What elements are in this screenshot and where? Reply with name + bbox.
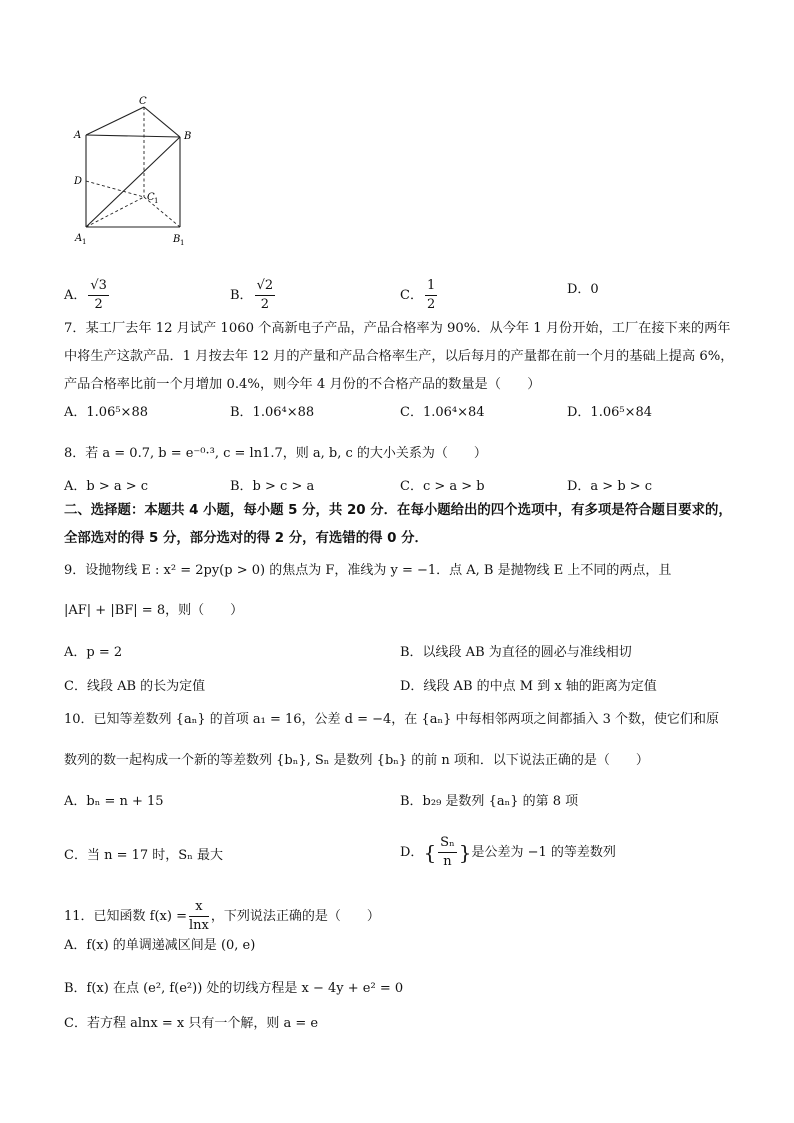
q10-option-c: C．当 n = 17 时，Sₙ 最大 <box>64 848 223 863</box>
q11-option-c: C．若方程 alnx = x 只有一个解，则 a = e <box>64 1016 319 1031</box>
q7-option-d: D．1.06⁵×84 <box>567 405 653 420</box>
q10-option-d: D．{ $\frac{\text{Sₙ}}{n}$ }是公差为 −1 的等差数列 <box>400 835 616 869</box>
q8-stem: 8．若 a = 0.7, b = e⁻⁰·³, c = ln1.7，则 a, b, c 的大小关系为（ ） <box>64 446 487 461</box>
label-b: B <box>184 131 192 142</box>
q11-option-b: B．f(x) 在点 (e², f(e²)) 处的切线方程是 x − 4y + e² = 0 <box>64 981 404 996</box>
q9-option-a: A．p = 2 <box>64 645 123 660</box>
label-a1: A <box>75 233 83 244</box>
q6-a-numerator: √3 <box>88 277 109 296</box>
q9-option-d: D．线段 AB 的中点 M 到 x 轴的距离为定值 <box>400 679 657 694</box>
q11-stem: 11．已知函数 f(x) = $\frac{x}{\ln x}$ ，下列说法正确的是（ ） <box>64 899 380 933</box>
q8-option-b: B．b > c > a <box>230 479 315 494</box>
q6-option-a: A． $\frac{√3}{2}$ <box>64 278 107 312</box>
q10-option-a: A．bₙ = n + 15 <box>64 794 164 809</box>
edge-a1-c1 <box>86 197 144 227</box>
q7-option-c: C．1.06⁴×84 <box>400 405 485 420</box>
q7-option-a: A．1.06⁵×88 <box>64 405 148 420</box>
q11-denominator: lnx <box>189 918 209 933</box>
edge-d-c1 <box>86 181 144 197</box>
q11-numerator: x <box>189 898 209 917</box>
q6-option-c: C． $\frac{1}{2}$ <box>400 278 436 312</box>
q10-stem-line2: 数列的数一起构成一个新的等差数列 {bₙ}, Sₙ 是数列 {bₙ} 的前 n 项和．以下说法正确的是（ ） <box>64 753 649 768</box>
edge-a-c <box>86 107 144 135</box>
edge-c-b <box>144 107 180 137</box>
q9-stem-line1: 9．设抛物线 E : x² = 2py(p > 0) 的焦点为 F，准线为 y = −1．点 A, B 是抛物线 E 上不同的两点，且 <box>64 563 672 578</box>
q10-stem-line1: 10．已知等差数列 {aₙ} 的首项 a₁ = 16，公差 d = −4，在 {aₙ} 中每相邻两项之间都插入 3 个数，使它们和原 <box>64 712 720 727</box>
q6-a-denominator: 2 <box>94 297 103 312</box>
q9-option-c: C．线段 AB 的长为定值 <box>64 679 206 694</box>
q7-option-b: B．1.06⁴×88 <box>230 405 315 420</box>
q6-c-denominator: 2 <box>426 297 436 312</box>
q8-option-a: A．b > a > c <box>64 479 149 494</box>
section-2-heading: 二、选择题：本题共 4 小题，每小题 5 分，共 20 分．在每小题给出的四个选项中，有多项是符合题目要求的，全部选对的得 5 分，部分选对的得 2 分，有选错的得 0 分． <box>64 503 732 546</box>
q10-d-numerator: Sₙ <box>438 834 457 853</box>
label-c1: C <box>147 192 155 203</box>
label-b1-sub: 1 <box>180 239 185 247</box>
q10-d-denominator: n <box>443 854 452 869</box>
label-b1: B <box>173 234 181 245</box>
q6-c-numerator: 1 <box>425 277 437 296</box>
q6-options <box>64 266 744 310</box>
label-c: C <box>139 96 147 107</box>
q7-stem: 7．某工厂去年 12 月试产 1060 个高新电子产品，产品合格率为 90%．从今年 1 月份开始，工厂在接下来的两年中将生产这款产品．1 月按去年 12 月的产量和产品合格率生产，以后每月的产量都在前一个月的基础上提高 6%，产品合格率比前一个月增加 0.4%，则今年 4 月份的不合格产品的数量是（ ） <box>64 321 734 392</box>
q8-option-d: D．a > b > c <box>567 479 653 494</box>
q10-option-b: B．b₂₉ 是数列 {aₙ} 的第 8 项 <box>400 794 579 809</box>
edge-a1-b <box>86 137 180 227</box>
q11-option-a: A．f(x) 的单调递减区间是 (0, e) <box>64 938 256 953</box>
q6-option-b: B． $\frac{√2}{2}$ <box>230 278 274 312</box>
label-a1-sub: 1 <box>82 238 87 246</box>
edge-a-b <box>86 135 180 137</box>
label-a: A <box>74 130 82 141</box>
q9-stem-line2: |AF| + |BF| = 8，则（ ） <box>64 603 244 618</box>
q10-options-row2 <box>64 830 744 876</box>
q6-b-numerator: √2 <box>255 277 276 296</box>
q6-option-d: D．0 <box>567 282 599 297</box>
label-c1-sub: 1 <box>154 197 159 205</box>
label-d: D <box>74 176 83 187</box>
q6-b-denominator: 2 <box>260 297 269 312</box>
prism-figure <box>66 92 206 262</box>
q9-option-b: B．以线段 AB 为直径的圆必与准线相切 <box>400 645 632 660</box>
q8-option-c: C．c > a > b <box>400 479 485 494</box>
